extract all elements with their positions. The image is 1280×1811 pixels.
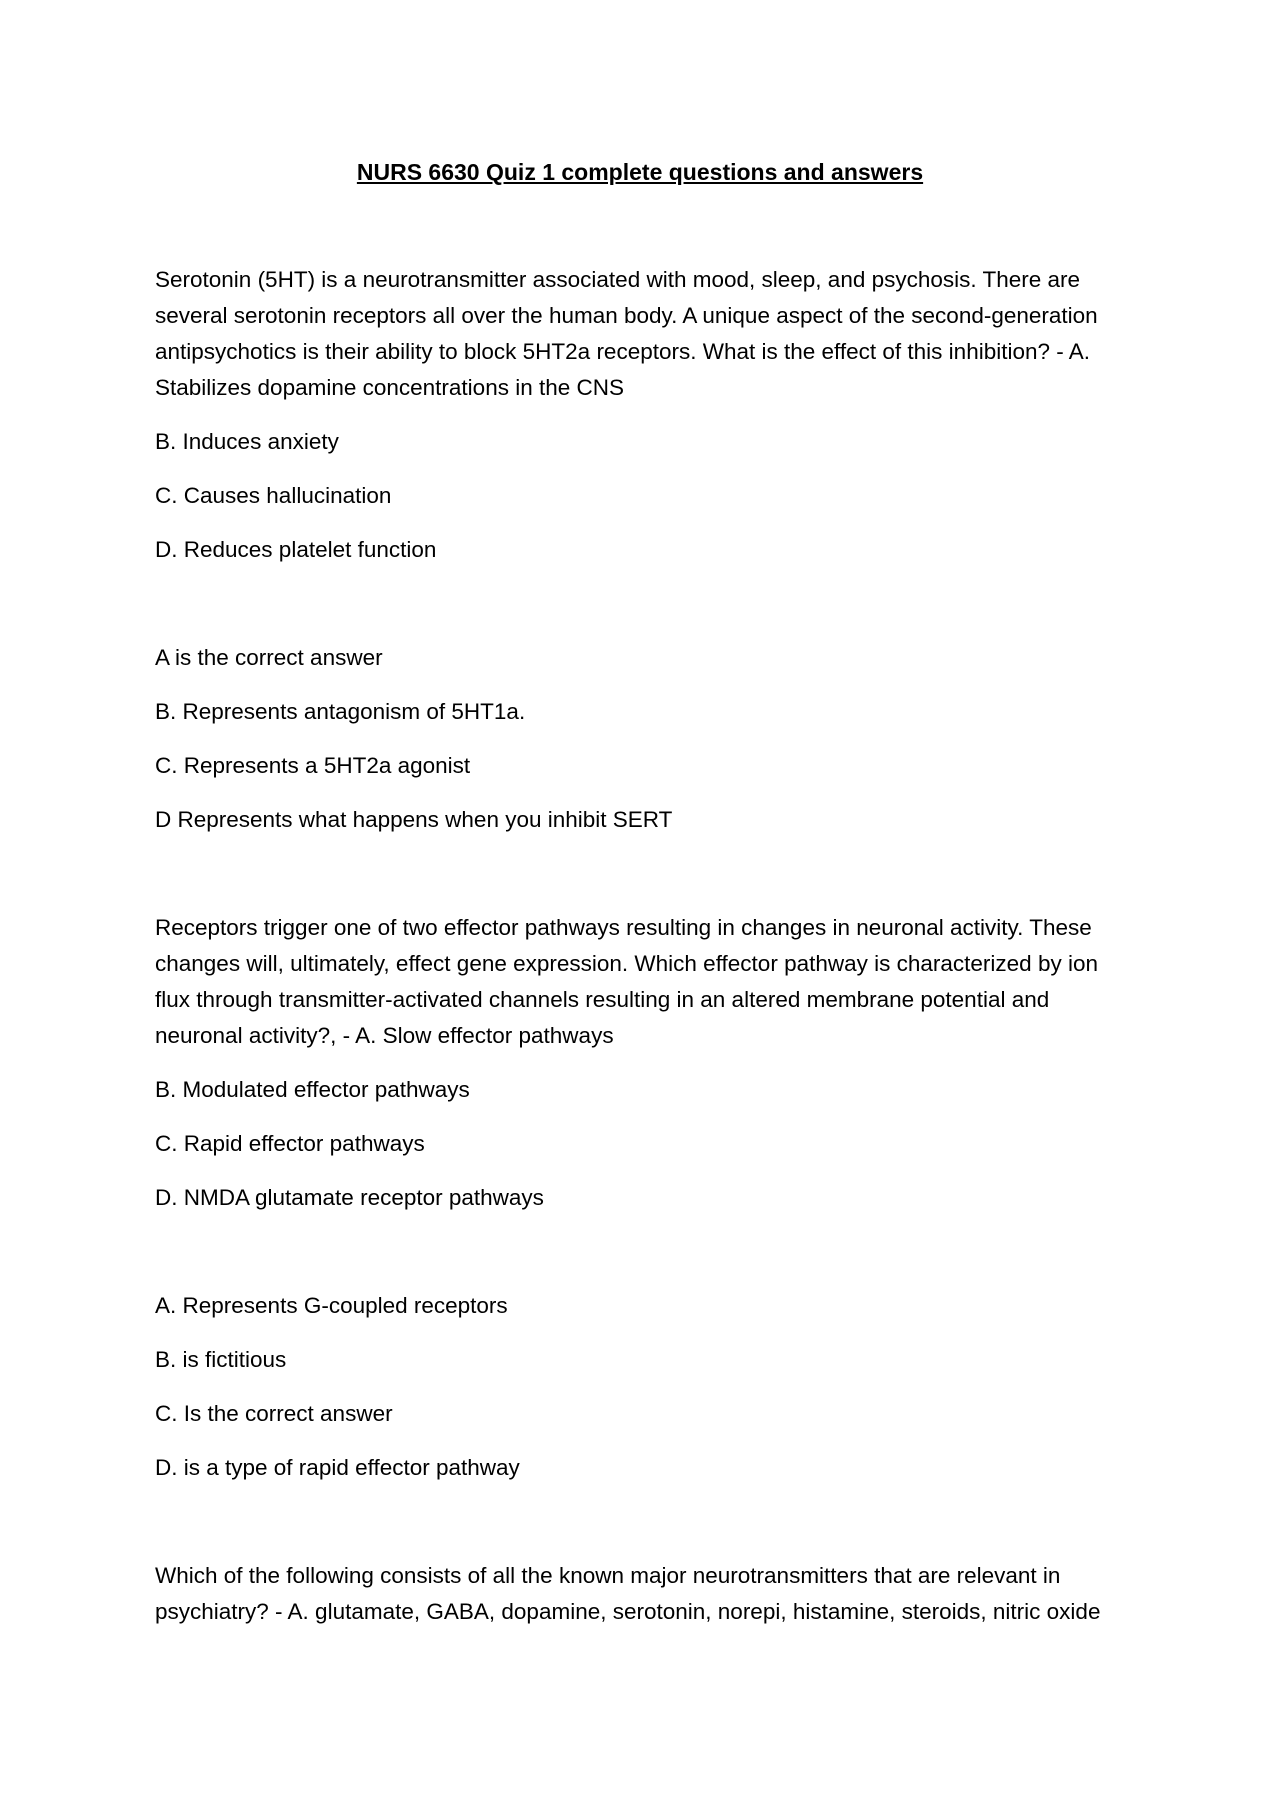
question-2-explanation-c: C. Is the correct answer xyxy=(155,1401,393,1426)
document-body xyxy=(155,262,1135,1648)
question-1-text: Serotonin (5HT) is a neurotransmitter associated with mood, sleep, and psychosis. There are several serotonin receptors all over the human body. A unique aspect of the second-generation antipsychotics is their ability to block 5HT2a receptors. What is the effect of this inhibition? - A. Stabilizes dopamine concentrations in the CNS xyxy=(155,267,1098,400)
document-title: NURS 6630 Quiz 1 complete questions and answers xyxy=(356,159,924,185)
question-2-text: Receptors trigger one of two effector pathways resulting in changes in neuronal activity. These changes will, ultimately, effect gene expression. Which effector pathway is characterized by ion flux through transmitter-activated channels resulting in an altered membrane potential and neuronal activity?, - A. Slow effector pathways xyxy=(155,915,1098,1048)
question-1-explanation-d: D Represents what happens when you inhibit SERT xyxy=(155,807,673,832)
question-2-explanation-a: A. Represents G-coupled receptors xyxy=(155,1293,508,1318)
question-1-explanation-c: C. Represents a 5HT2a agonist xyxy=(155,753,471,778)
question-2-explanation-b: B. is fictitious xyxy=(155,1347,287,1372)
question-1-option-b: B. Induces anxiety xyxy=(155,429,339,454)
question-2-explanation-d: D. is a type of rapid effector pathway xyxy=(155,1455,520,1480)
question-1-option-c: C. Causes hallucination xyxy=(155,483,392,508)
spacer xyxy=(155,1504,1135,1558)
question-1-explanation-a: A is the correct answer xyxy=(155,645,383,670)
spacer xyxy=(155,1234,1135,1288)
question-2-option-d: D. NMDA glutamate receptor pathways xyxy=(155,1185,544,1210)
question-2-option-b: B. Modulated effector pathways xyxy=(155,1077,470,1102)
spacer xyxy=(155,586,1135,640)
spacer xyxy=(155,856,1135,910)
question-1-option-d: D. Reduces platelet function xyxy=(155,537,437,562)
question-2-option-c: C. Rapid effector pathways xyxy=(155,1131,425,1156)
question-3-text: Which of the following consists of all the known major neurotransmitters that are relevant in psychiatry? - A. glutamate, GABA, dopamine, serotonin, norepi, histamine, steroids, nitric oxide xyxy=(155,1563,1101,1624)
question-1-explanation-b: B. Represents antagonism of 5HT1a. xyxy=(155,699,526,724)
